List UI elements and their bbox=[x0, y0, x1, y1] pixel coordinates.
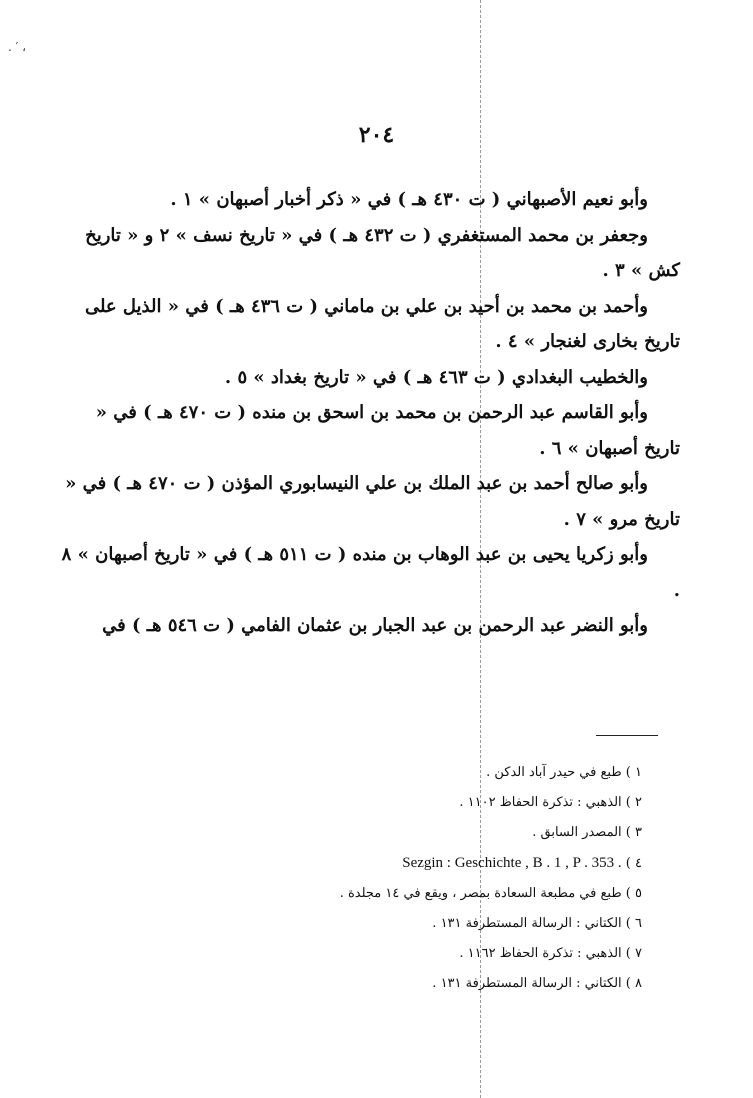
footnotes bbox=[230, 758, 642, 999]
footnote: ٢ ) الذهبي : تذكرة الحفاظ ١١٠٢ . bbox=[459, 795, 642, 810]
footnote: ٧ ) الذهبي : تذكرة الحفاظ ١١٦٢ . bbox=[459, 946, 642, 961]
footnote-4 bbox=[230, 848, 642, 879]
paragraph: وأحمد بن محمد بن أحيد بن علي بن ماماني ( ت ٤٣٦ هـ ) في « الذيل على تاريخ بخارى لغنجار » ٤ . bbox=[84, 295, 680, 352]
paragraph: وأبو صالح أحمد بن عبد الملك بن علي النيسابوري المؤذن ( ت ٤٧٠ هـ ) في « تاريخ مرو » ٧ . bbox=[65, 473, 680, 530]
footnote: ١ ) طبع في حيدر آباد الدكن . bbox=[486, 765, 642, 780]
paragraph: وأبو زكريا يحيى بن عبد الوهاب بن منده ( ت ٥١١ هـ ) في « تاريخ أصبهان » ٨ . bbox=[61, 544, 680, 601]
paragraph: وأبو نعيم الأصبهاني ( ت ٤٣٠ هـ ) في « ذكر أخبار أصبهان » ١ . bbox=[170, 189, 648, 210]
footnote: ٨ ) الكتاني : الرسالة المستطرفة ١٣١ . bbox=[432, 976, 642, 991]
paragraph: وجعفر بن محمد المستغفري ( ت ٤٣٢ هـ ) في « تاريخ نسف » ٢ و « تاريخ كش » ٣ . bbox=[85, 224, 680, 281]
footnote: ٦ ) الكتاني : الرسالة المستطرفة ١٣١ . bbox=[432, 916, 642, 931]
footnote: ٣ ) المصدر السابق . bbox=[532, 825, 642, 840]
footnote-latin-text: Sezgin : Geschichte , B . 1 , P . 353 . bbox=[402, 855, 622, 871]
page-number: ٢٠٤ bbox=[358, 122, 395, 148]
footnote: ٥ ) طبع في مطبعة السعادة بمصر ، ويقع في ١٤ مجلدة . bbox=[339, 886, 642, 901]
paragraph: والخطيب البغدادي ( ت ٤٦٣ هـ ) في « تاريخ بغداد » ٥ . bbox=[224, 366, 648, 388]
scan-specks: . ′ ، bbox=[8, 40, 27, 54]
paragraph: وأبو القاسم عبد الرحمن بن محمد بن اسحق بن منده ( ت ٤٧٠ هـ ) في « تاريخ أصبهان » ٦ . bbox=[95, 402, 680, 459]
footnote-separator bbox=[596, 735, 658, 736]
main-text bbox=[60, 182, 680, 644]
footnote-marker: ٤ ) bbox=[625, 856, 642, 871]
paragraph: وأبو النضر عبد الرحمن بن عبد الجبار بن عثمان الفامي ( ت ٥٤٦ هـ ) في bbox=[102, 615, 648, 636]
